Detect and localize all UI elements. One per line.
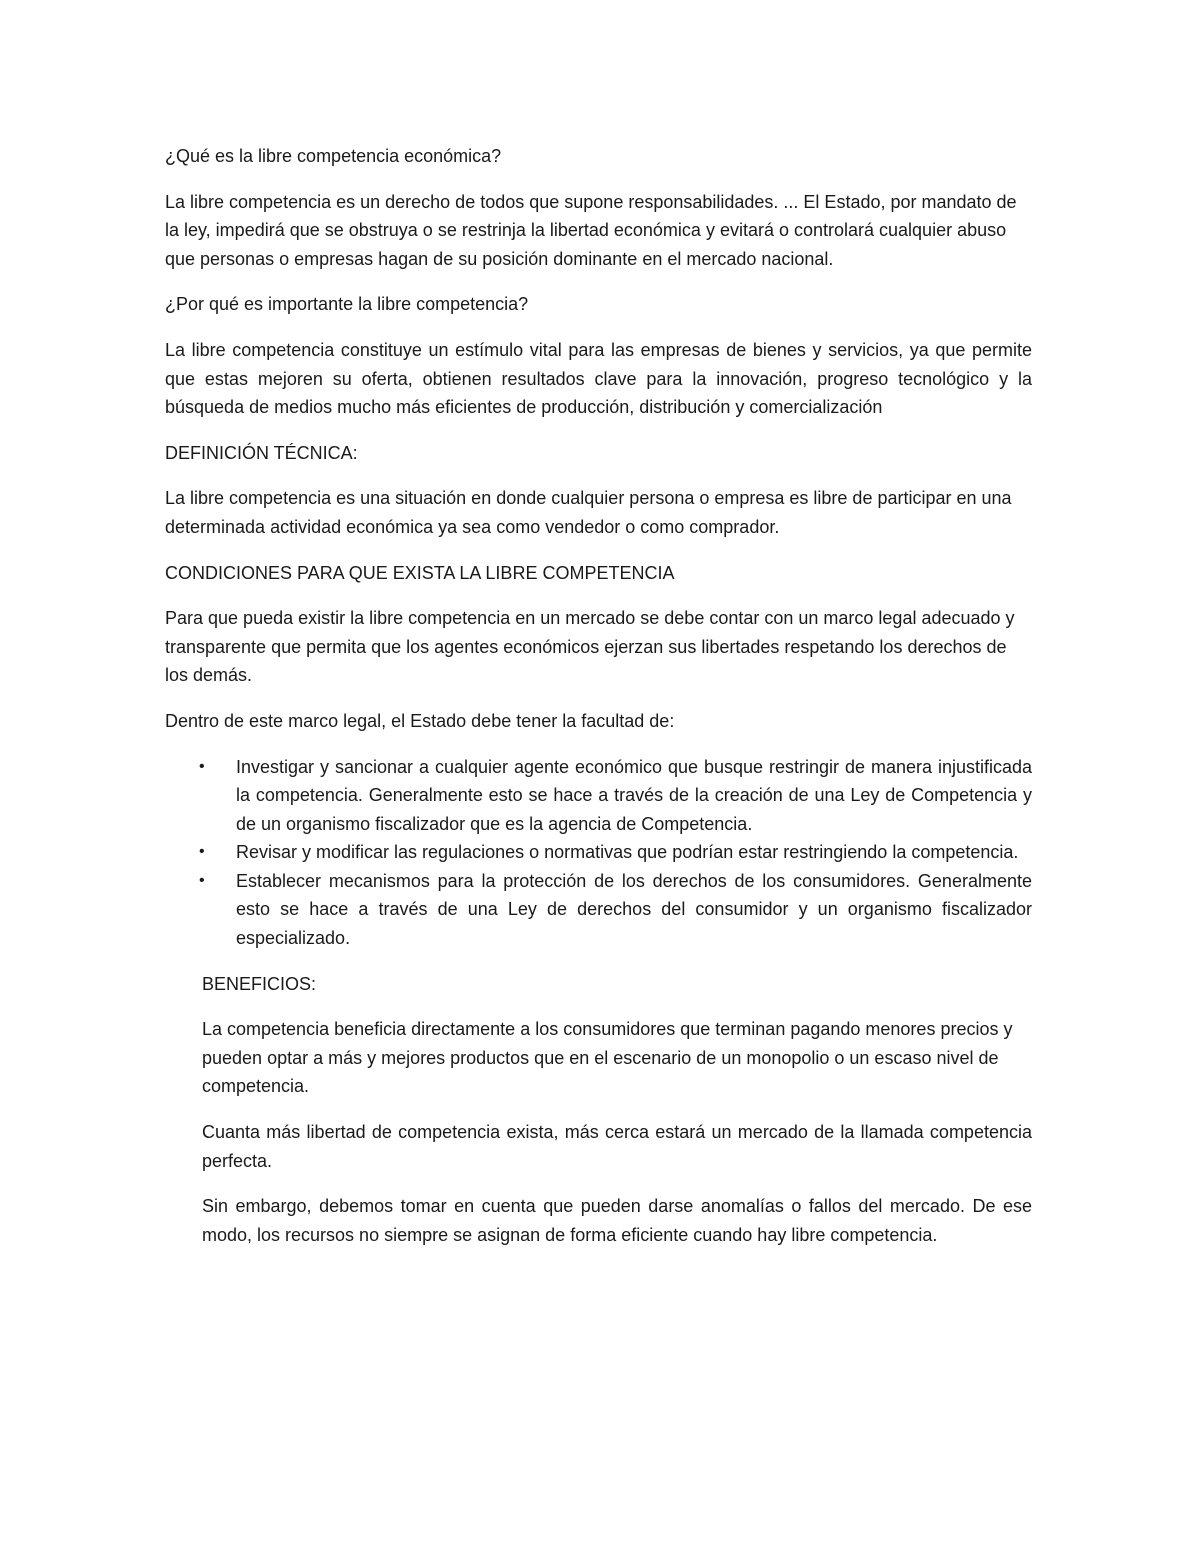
paragraph-perfect-competition: Cuanta más libertad de competencia exista, más cerca estará un mercado de la llamada competencia perfecta. — [202, 1122, 1032, 1171]
list-item — [165, 753, 1032, 839]
paragraph-importance: La libre competencia constituye un estímulo vital para las empresas de bienes y servicios, ya que permite que estas mejoren su oferta, obtienen resultados clave para la innovación, progreso tecnológico y la búsqueda de medios mucho más eficientes de producción, distribución y comercialización — [165, 339, 1032, 418]
bullet-icon: • — [199, 843, 205, 861]
list-item — [165, 838, 1032, 867]
paragraph-definition: La libre competencia es un derecho de todos que supone responsabilidades. ... El Estado, por mandato de la ley, impedirá que se obstruya o se restrinja la libertad económica y evitará o controlará cualquier abuso que personas o empresas hagan de su posición dominante en el mercado nacional. — [165, 191, 1017, 269]
list-item-text: Establecer mecanismos para la protección de los derechos de los consumidores. Generalmente esto se hace a través de una Ley de derechos del consumidor y un organismo fiscalizador especializado. — [236, 870, 1032, 949]
section-heading-benefits: BENEFICIOS: — [202, 973, 317, 994]
faculties-list — [165, 753, 1032, 953]
paragraph-market-failures: Sin embargo, debemos tomar en cuenta que pueden darse anomalías o fallos del mercado. De ese modo, los recursos no siempre se asignan de forma eficiente cuando hay libre competencia. — [202, 1196, 1032, 1245]
bullet-icon: • — [199, 871, 205, 889]
paragraph-state-faculty: Dentro de este marco legal, el Estado debe tener la facultad de: — [165, 710, 675, 731]
section-heading-conditions: CONDICIONES PARA QUE EXISTA LA LIBRE COMPETENCIA — [165, 562, 675, 583]
paragraph-benefits: La competencia beneficia directamente a los consumidores que terminan pagando menores precios y pueden optar a más y mejores productos que en el escenario de un monopolio o un escaso nivel de competencia. — [202, 1019, 1013, 1097]
paragraph-technical-definition: La libre competencia es una situación en donde cualquier persona o empresa es libre de participar en una determinada actividad económica ya sea como vendedor o como comprador. — [165, 488, 1012, 537]
bullet-icon: • — [199, 757, 205, 775]
list-item — [165, 867, 1032, 953]
list-item-text: Investigar y sancionar a cualquier agente económico que busque restringir de manera injustificada la competencia. Generalmente esto se hace a través de la creación de una Ley de Competencia y de un organismo fiscalizador que es la agencia de Competencia. — [236, 756, 1032, 834]
question-heading-what-is: ¿Qué es la libre competencia económica? — [165, 146, 502, 166]
paragraph-legal-framework: Para que pueda existir la libre competencia en un mercado se debe contar con un marco legal adecuado y transparente que permita que los agentes económicos ejerzan sus libertades respetando los derechos de los demás. — [165, 608, 1015, 686]
section-heading-technical-definition: DEFINICIÓN TÉCNICA: — [165, 442, 358, 463]
question-heading-why-important: ¿Por qué es importante la libre competencia? — [165, 294, 529, 315]
document-body — [165, 142, 1032, 1266]
list-item-text: Revisar y modificar las regulaciones o normativas que podrían estar restringiendo la competencia. — [236, 842, 1019, 863]
